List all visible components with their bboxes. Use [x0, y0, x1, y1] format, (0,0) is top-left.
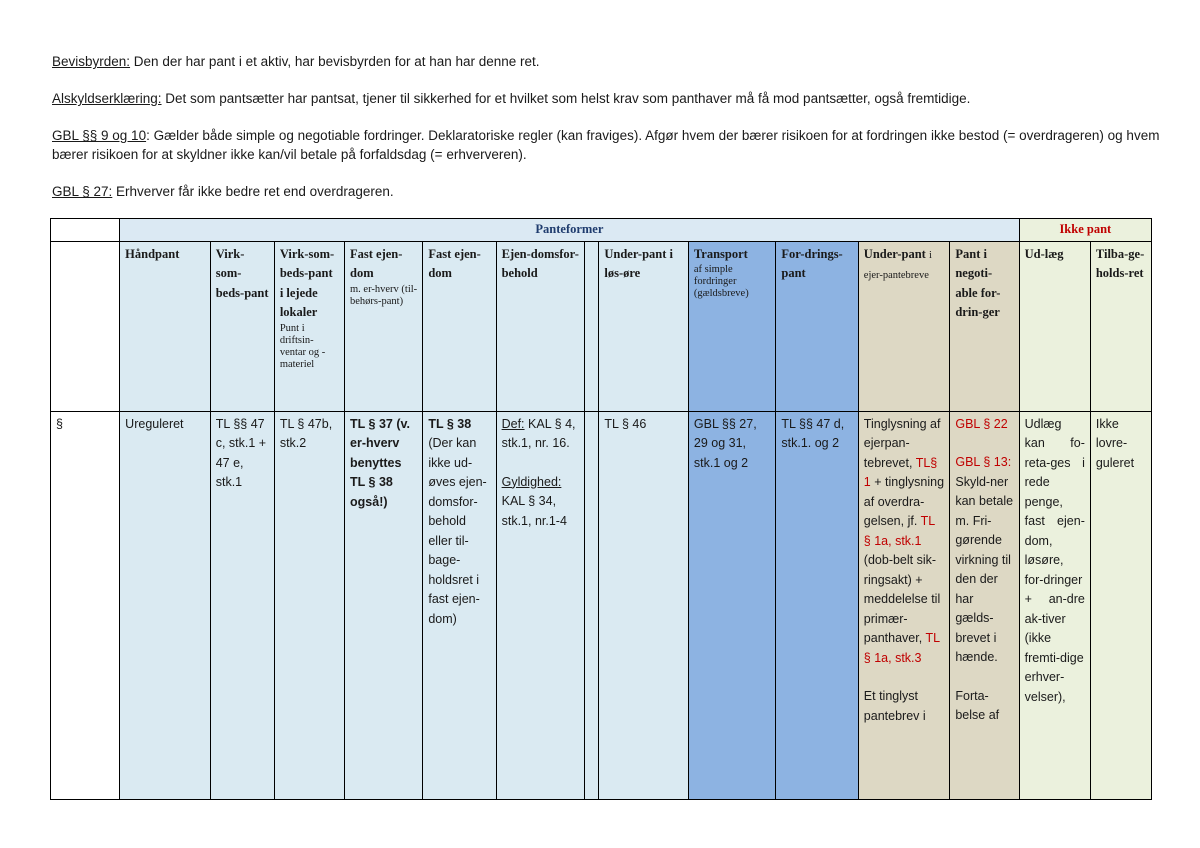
- paragraph-row: [51, 411, 1152, 799]
- cell-text: (Der kan ikke ud-øves ejen-domsfor-behold eller til-bage-holdsret i fast ejen-dom): [428, 436, 487, 626]
- note-gbl-9-10: [52, 126, 1162, 164]
- cell-text: Tinglysning af ejerpan-tebrevet,: [863, 416, 941, 470]
- note-text: : Gælder både simple og negotiable fordringer. Deklaratoriske regler (kan fraviges). Afgør hvem der bærer risikoen for at fordringen ikke bestod (= overdrageren) og hvem bærer risikoen for at skyldner ikke kan/vil betale på forfaldsdag (= erhververen).: [52, 128, 1160, 162]
- cell-spacer: [585, 411, 599, 799]
- header-fordringspant: For-drings-pant: [776, 241, 858, 411]
- header-subtitle: Punt i driftsin-ventar og -materiel: [279, 322, 326, 370]
- note-term: Bevisbyrden:: [52, 54, 131, 69]
- header-fast-ejendom-erhverv: [345, 241, 423, 411]
- note-term: Alskyldserklæring:: [52, 91, 162, 106]
- header-fast-ejendom: Fast ejen-dom: [423, 241, 496, 411]
- def-text: KAL § 4, stk.1, nr. 16.: [501, 416, 576, 450]
- note-bevisbyrden: [52, 52, 1162, 71]
- law-ref: GBL § 22: [955, 416, 1008, 431]
- cell-haandpant: Ureguleret: [120, 411, 211, 799]
- row-label: §: [51, 411, 120, 799]
- header-spacer: [585, 241, 599, 411]
- group-header-row: [51, 219, 1152, 242]
- cell-virksomhedspant-lejede: TL § 47b, stk.2: [274, 411, 344, 799]
- gyldighed-label: Gyldighed:: [501, 474, 562, 489]
- cell-ejendomsforbehold: [496, 411, 585, 799]
- gyldighed-text: KAL § 34, stk.1, nr.1-4: [501, 494, 567, 528]
- law-ref: TL § 37: [350, 416, 393, 431]
- cell-underpant-losore: TL § 46: [599, 411, 689, 799]
- cell-udlaeg: Udlæg kan fo-reta-ges i rede penge, fast ejen-dom, løsøre, for-dringer + an-dre ak-tiver (ikke fremti-dige erhver-velser),: [1019, 411, 1090, 799]
- header-title: Under-pant: [863, 246, 926, 261]
- cell-pant-negotiable: [950, 411, 1019, 799]
- cell-text: (v. er-hverv benyttes TL § 38 også!): [350, 416, 411, 509]
- cell-fast-ejendom-erhverv: [345, 411, 423, 799]
- cell-tilbageholdsret: Ikke lovre-guleret: [1090, 411, 1151, 799]
- note-term: GBL § 27:: [52, 184, 113, 199]
- law-ref: TL § 1a, stk.3: [863, 631, 940, 665]
- law-ref: TL § 1a, stk.1: [863, 514, 935, 548]
- header-ejendomsforbehold: Ejen-domsfor-behold: [496, 241, 585, 411]
- header-virksomhedspant: Virk-som-beds-pant: [210, 241, 274, 411]
- note-text: Den der har pant i et aktiv, har bevisbyrden for at han har denne ret.: [130, 54, 540, 69]
- group-ikke-pant: Ikke pant: [1019, 219, 1151, 242]
- corner-cell: [51, 219, 120, 242]
- cell-text: (dob-belt sik-ringsakt) + meddelelse til primær-panthaver,: [863, 553, 941, 645]
- header-subtitle: i ejer-pantebreve: [863, 249, 932, 281]
- cell-virksomhedspant: TL §§ 47 c, stk.1 + 47 e, stk.1: [210, 411, 274, 799]
- header-virksomhedspant-lejede: [274, 241, 344, 411]
- note-text: Det som pantsætter har pantsat, tjener til sikkerhed for et hvilket som helst krav som panthaver må få mod pantsætter, også fremtidige.: [161, 91, 971, 106]
- header-title: Virk-som-beds-pant i lejede lokaler: [279, 246, 335, 319]
- cell-text: + tinglysning af overdra-gelsen, jf.: [863, 475, 945, 528]
- header-blank: [51, 241, 120, 411]
- def-label: Def:: [501, 416, 525, 431]
- header-underpant-losore: Under-pant i løs-øre: [599, 241, 689, 411]
- note-text: Erhverver får ikke bedre ret end overdrageren.: [112, 184, 394, 199]
- group-panteformer: Panteformer: [120, 219, 1019, 242]
- header-haandpant: Håndpant: [120, 241, 211, 411]
- note-term: GBL §§ 9 og 10: [52, 128, 147, 143]
- law-ref: TL § 38: [428, 416, 472, 431]
- header-title: Transport: [693, 246, 748, 261]
- law-ref: TL§ 1: [863, 455, 938, 489]
- cell-text: Forta-belse af: [955, 688, 1000, 722]
- pant-table: [50, 218, 1152, 800]
- header-udlaeg: Ud-læg: [1019, 241, 1090, 411]
- note-alskyldserklaering: [52, 89, 1162, 108]
- header-subtitle: af simple fordringer (gældsbreve): [693, 264, 749, 299]
- cell-text: Et tinglyst pantebrev i: [863, 689, 926, 723]
- column-header-row: [51, 241, 1152, 411]
- header-transport: [688, 241, 776, 411]
- cell-transport: GBL §§ 27, 29 og 31, stk.1 og 2: [688, 411, 776, 799]
- header-title: Fast ejen-dom: [350, 246, 403, 280]
- intro-notes: [52, 52, 1162, 219]
- header-underpant-ejerpantebreve: [858, 241, 950, 411]
- cell-fast-ejendom: [423, 411, 496, 799]
- cell-underpant-ejerpantebreve: [858, 411, 950, 799]
- cell-fordringspant: TL §§ 47 d, stk.1. og 2: [776, 411, 858, 799]
- header-tilbageholdsret: Tilba-ge-holds-ret: [1090, 241, 1151, 411]
- note-gbl-27: [52, 182, 1162, 201]
- header-subtitle: m. er-hverv (til-behørs-pant): [350, 283, 418, 307]
- law-ref: GBL § 13:: [955, 455, 1012, 469]
- header-pant-negotiable: Pant i negoti-able for-drin-ger: [950, 241, 1019, 411]
- cell-text: Skyld-ner kan betale m. Fri-gørende virkning til den der har gælds-brevet i hænde.: [955, 474, 1014, 664]
